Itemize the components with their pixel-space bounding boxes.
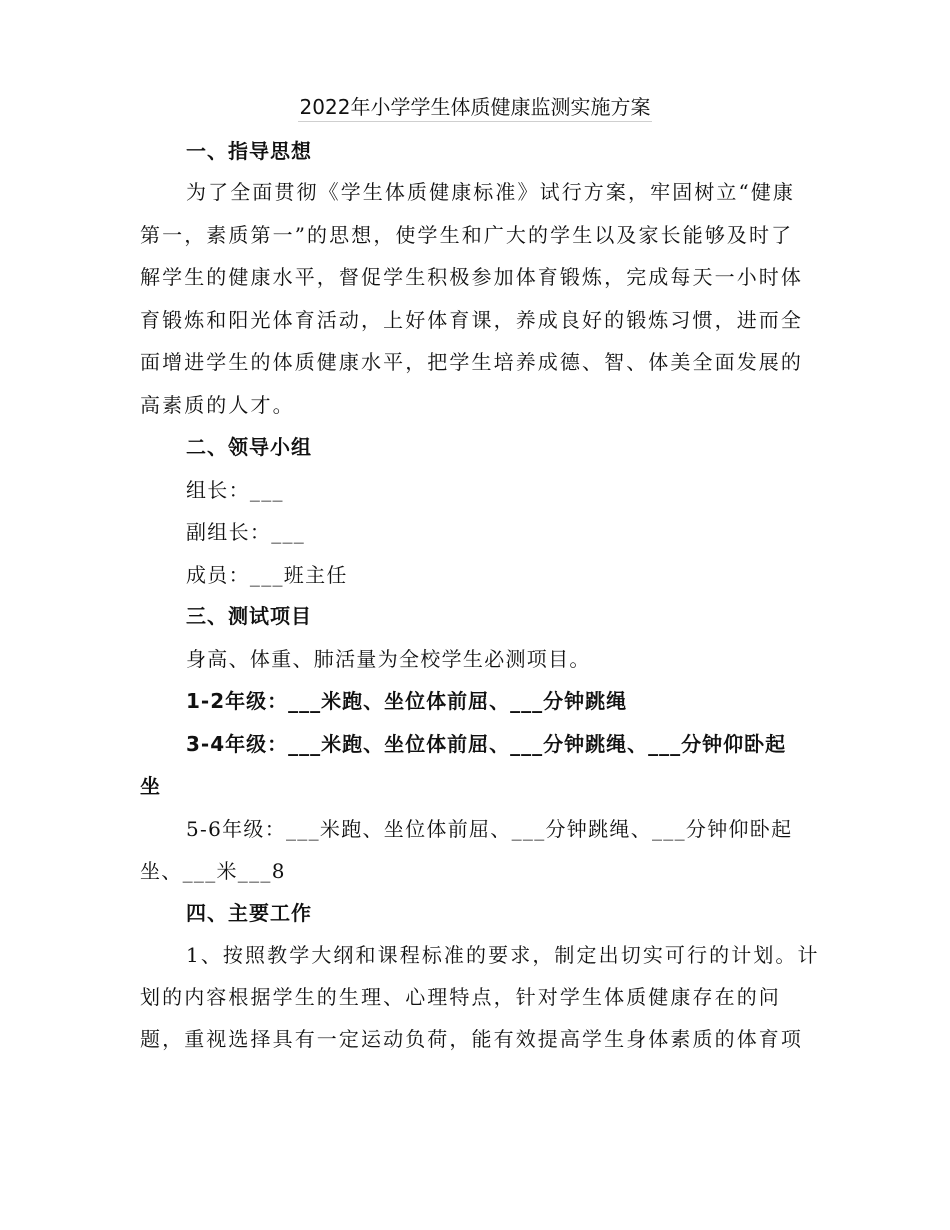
grade-5-6-items: 5-6年级：___米跑、坐位体前屈、___分钟跳绳、___分钟仰卧起 xyxy=(186,817,793,841)
section-2-heading: 二、领导小组 xyxy=(186,435,312,459)
grade-1-2-items: 1-2年级：___米跑、坐位体前屈、___分钟跳绳 xyxy=(186,689,628,713)
deputy-leader-line: 副组长：___ xyxy=(186,520,306,544)
grade-3-4-items: 3-4年级：___米跑、坐位体前屈、___分钟跳绳、___分钟仰卧起 xyxy=(186,732,787,756)
section-1-line-3: 解学生的健康水平，督促学生积极参加体育锻炼，完成每天一小时体 xyxy=(140,265,803,289)
document-title-text: 2022年小学学生体质健康监测实施方案 xyxy=(298,95,653,122)
section-1-heading: 一、指导思想 xyxy=(186,139,312,163)
section-4-line-1: 1、按照教学大纲和课程标准的要求，制定出切实可行的计划。计 xyxy=(186,943,820,967)
section-4-line-2: 划的内容根据学生的生理、心理特点，针对学生体质健康存在的问 xyxy=(140,985,781,1009)
section-1-line-4: 育锻炼和阳光体育活动，上好体育课，养成良好的锻炼习惯，进而全 xyxy=(140,308,803,332)
members-line: 成员：___班主任 xyxy=(186,563,348,587)
section-1-line-2: 第一，素质第一”的思想，使学生和广大的学生以及家长能够及时了 xyxy=(140,223,794,247)
section-1-line-6: 高素质的人才。 xyxy=(140,393,295,417)
section-4-line-3: 题，重视选择具有一定运动负荷，能有效提高学生身体素质的体育项 xyxy=(140,1027,803,1051)
document-title xyxy=(0,92,950,122)
grade-5-6-items-cont: 坐、___米___8 xyxy=(140,859,286,883)
required-items-line: 身高、体重、肺活量为全校学生必测项目。 xyxy=(186,647,591,671)
section-3-heading: 三、测试项目 xyxy=(186,604,312,628)
leader-line: 组长：___ xyxy=(186,478,284,502)
section-1-line-1: 为了全面贯彻《学生体质健康标准》试行方案，牢固树立“健康 xyxy=(186,180,796,204)
section-1-line-5: 面增进学生的体质健康水平，把学生培养成德、智、体美全面发展的 xyxy=(140,350,803,374)
section-4-heading: 四、主要工作 xyxy=(186,901,312,925)
grade-3-4-items-cont: 坐 xyxy=(140,774,161,798)
